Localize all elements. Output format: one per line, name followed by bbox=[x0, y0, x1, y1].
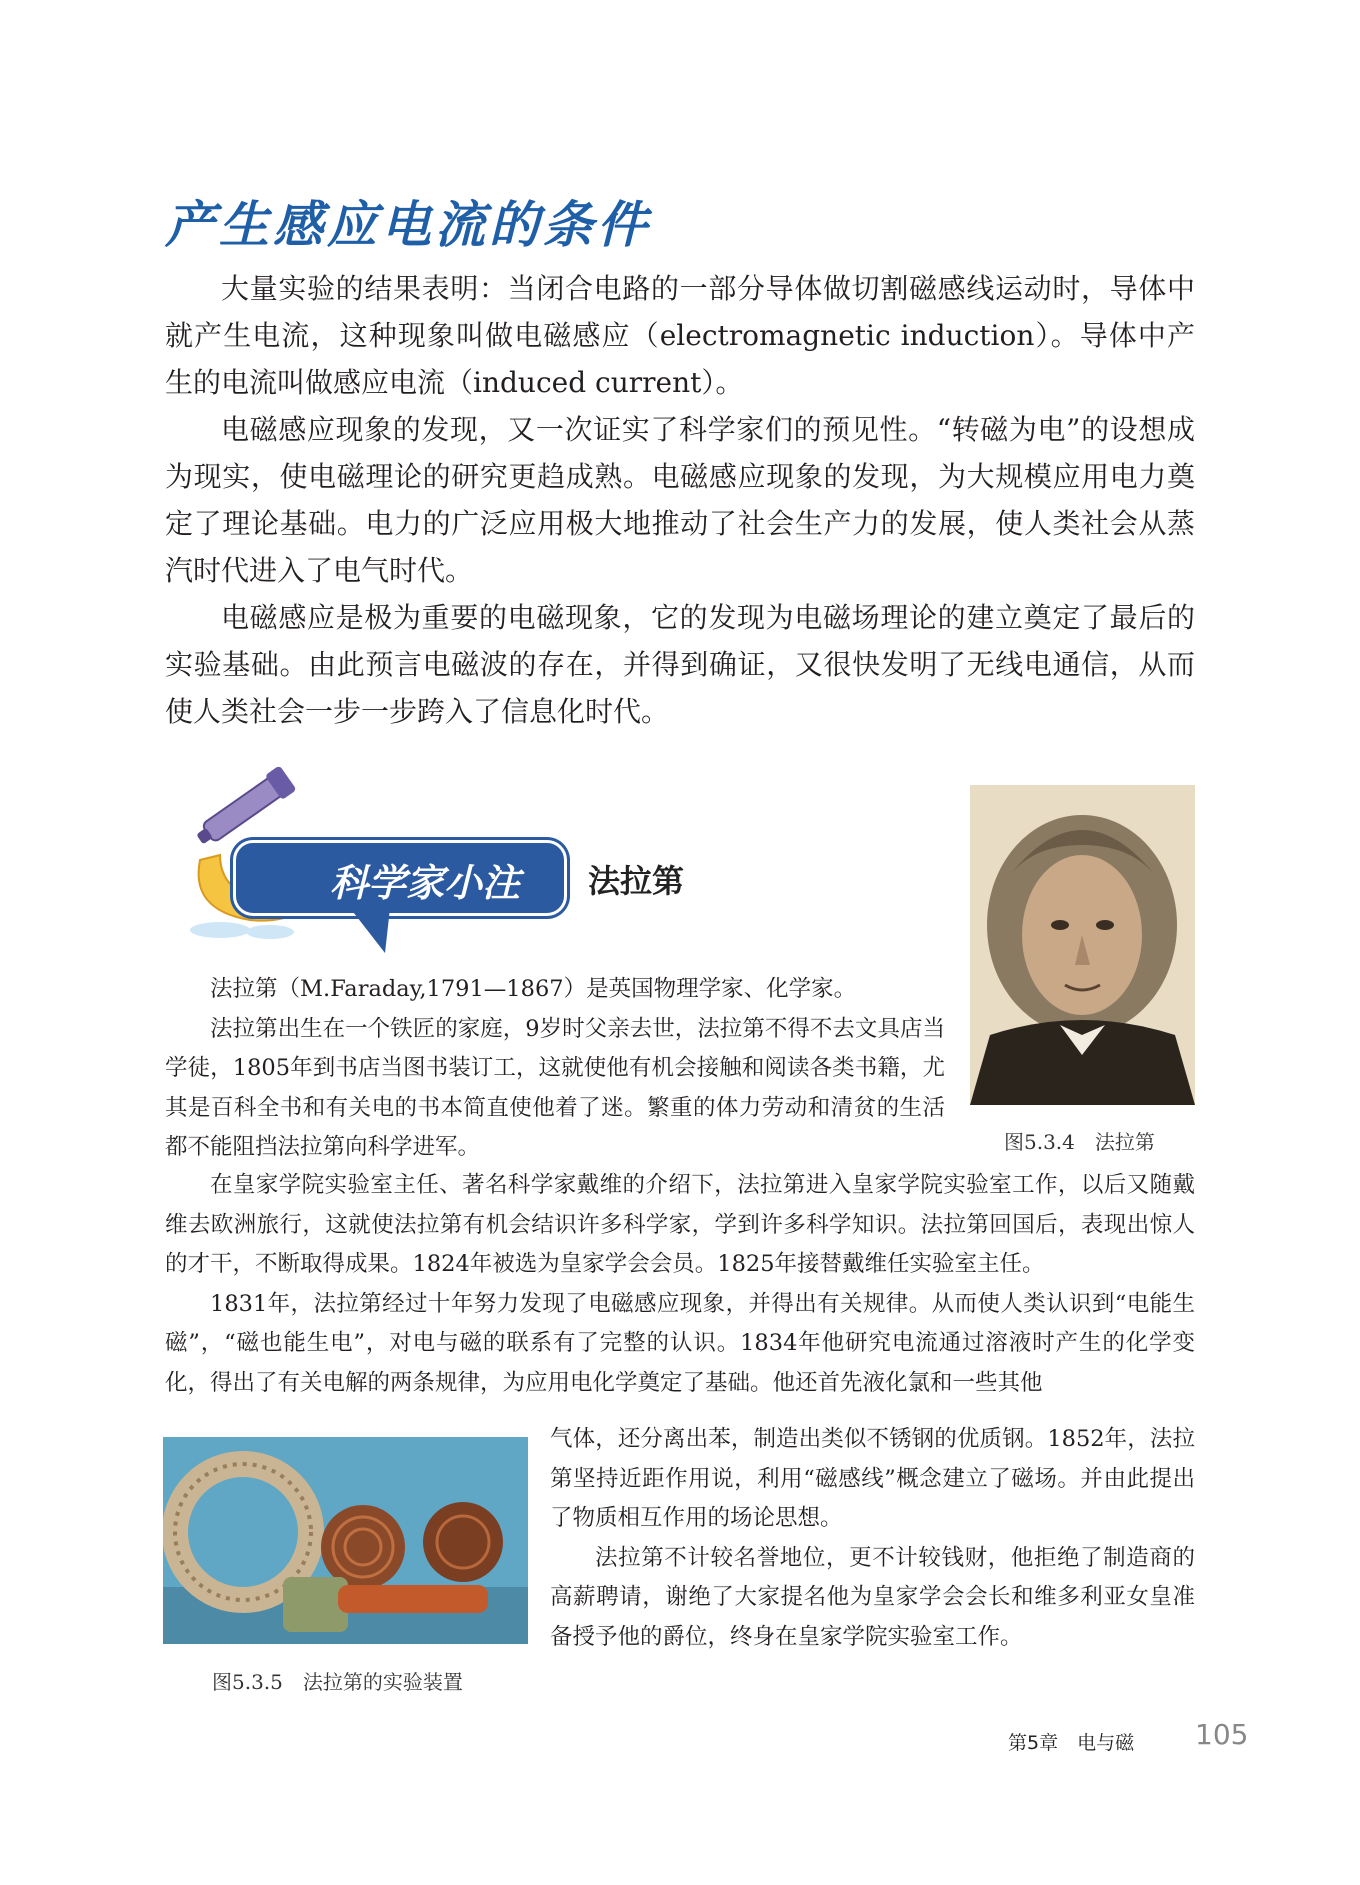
faraday-portrait-image bbox=[970, 785, 1195, 1105]
intro-paragraph: 电磁感应是极为重要的电磁现象，它的发现为电磁场理论的建立奠定了最后的实验基础。由此预言电磁波的存在，并得到确证，又很快发明了无线电通信，从而使人类社会一步一步跨入了信息化时代。 bbox=[165, 601, 1195, 728]
bio-top-text bbox=[165, 970, 945, 1168]
bio-paragraph: 法拉第（M.Faraday,1791—1867）是英国物理学家、化学家。 bbox=[210, 976, 857, 1002]
footer-chapter: 第5章 电与磁 bbox=[1008, 1732, 1135, 1754]
speech-tail-icon bbox=[345, 908, 405, 958]
bio-middle-text bbox=[165, 1166, 1195, 1403]
scientist-name: 法拉第 bbox=[588, 862, 685, 900]
banner-label-text: 科学家小注 bbox=[330, 861, 521, 905]
bio-paragraph: 气体，还分离出苯，制造出类似不锈钢的优质钢。1852年，法拉第坚持近距作用说，利用“磁感线”概念建立了磁场。并由此提出了物质相互作用的场论思想。 bbox=[550, 1426, 1195, 1531]
intro-paragraph: 大量实验的结果表明：当闭合电路的一部分导体做切割磁感线运动时，导体中就产生电流，这种现象叫做电磁感应（electromagnetic induction）。导体中产生的电流叫做感应电流（induced current）。 bbox=[165, 272, 1195, 399]
intro-text bbox=[165, 265, 1195, 735]
bio-paragraph: 法拉第不计较名誉地位，更不计较钱财，他拒绝了制造商的高薪聘请，谢绝了大家提名他为皇家学会会长和维多利亚女皇准备授予他的爵位，终身在皇家学院实验室工作。 bbox=[550, 1544, 1195, 1650]
section-title: 产生感应电流的条件 bbox=[165, 196, 651, 254]
portrait-caption: 图5.3.4 法拉第 bbox=[1004, 1130, 1155, 1154]
intro-paragraph: 电磁感应现象的发现，又一次证实了科学家们的预见性。“转磁为电”的设想成为现实，使电磁理论的研究更趋成熟。电磁感应现象的发现，为大规模应用电力奠定了理论基础。电力的广泛应用极大地推动了社会生产力的发展，使人类社会从蒸汽时代进入了电气时代。 bbox=[165, 413, 1195, 587]
bio-paragraph: 法拉第出生在一个铁匠的家庭，9岁时父亲去世，法拉第不得不去文具店当学徒，1805年到书店当图书装订工，这就使他有机会接触和阅读各类书籍，尤其是百科全书和有关电的书本简直使他着了迷。繁重的体力劳动和清贫的生活都不能阻挡法拉第向科学进军。 bbox=[165, 1015, 945, 1160]
page-number: 105 bbox=[1195, 1718, 1249, 1751]
apparatus-image bbox=[163, 1437, 528, 1644]
bio-paragraph: 在皇家学院实验室主任、著名科学家戴维的介绍下，法拉第进入皇家学院实验室工作，以后又随戴维去欧洲旅行，这就使法拉第有机会结识许多科学家，学到许多科学知识。法拉第回国后，表现出惊人的才干，不断取得成果。1824年被选为皇家学会会员。1825年接替戴维任实验室主任。 bbox=[165, 1172, 1195, 1277]
apparatus-caption: 图5.3.5 法拉第的实验装置 bbox=[212, 1670, 463, 1694]
bio-bottom-text bbox=[550, 1420, 1195, 1657]
bio-paragraph: 1831年，法拉第经过十年努力发现了电磁感应现象，并得出有关规律。从而使人类认识到“电能生磁”，“磁也能生电”，对电与磁的联系有了完整的认识。1834年他研究电流通过溶液时产生的化学变化，得出了有关电解的两条规律，为应用电化学奠定了基础。他还首先液化氯和一些其他 bbox=[165, 1290, 1195, 1396]
